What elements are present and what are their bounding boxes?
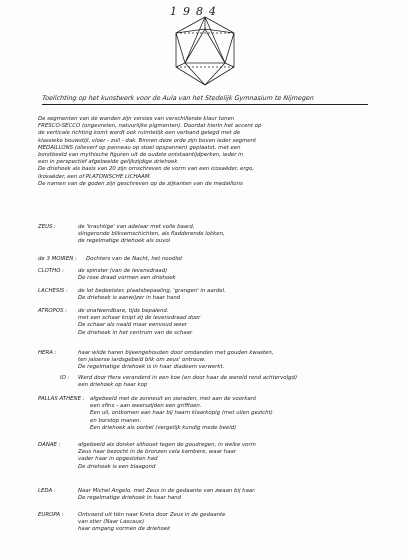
entry-line: met een schaar knipt zij de levensdraad door <box>78 315 201 322</box>
entry-line: een driehoek op haar kop <box>78 382 148 389</box>
entry-label: LACHESIS : <box>38 288 68 294</box>
entry-line: afgebeeld als donker silhouet tegen de goudregen, in welke vorm <box>78 442 256 448</box>
entry-label: ATROPOS : <box>38 308 68 314</box>
entry-label: PALLAS ATHENE : <box>38 396 85 402</box>
entry-label: EUROPA : <box>38 512 64 518</box>
intro-line: De namen van de goden zijn geschreven op de zijkanten van de medaillons <box>38 180 243 187</box>
intro-line: de verticale richting komt wordt ook ruimtelijk een verband gelegd met de <box>38 130 241 137</box>
intro-line: ikosaëder, een of PLATONISCHE LICHAAM. <box>38 173 152 180</box>
entry-line: De driehoek is aanwijzer in haar hand <box>78 295 181 302</box>
title-underline <box>42 104 368 105</box>
intro-line: een in perspectief afgebeelde gelijkzijdige driehoek <box>38 159 178 166</box>
icosahedron-drawing <box>170 15 240 87</box>
entry-line: Ontvoerd uit tiën naar Kreta door Zeus in de gedaante <box>78 512 226 518</box>
entry-line: De driehoek is een blaagond <box>78 463 156 470</box>
entry-line: De rose draad vormen een driehoek <box>78 275 176 282</box>
document-title: Toelichting op het kunstwerk voor de Aula van het Stedelijk Gymnasium te Nijmegen <box>41 94 315 102</box>
entry-line: Een uil, ontkomen aan haar bij haarn klaarkopig (met uilen gezicht) <box>90 410 273 417</box>
entry-line: De regelmatige driehoek is in haar diadeem verwerkt. <box>78 364 225 371</box>
intro-line: klassieke bouwstijl, vloer - zuil - dak. Binnen deze orde zijn boven ieder segment <box>38 137 257 144</box>
entry-label: DANAE : <box>38 442 61 448</box>
intro-line: De driehoek als basis van 20 zijn omschreven de vorm van een icosaëder, ergo, <box>38 166 254 173</box>
entry-label: de 3 MOIREN : <box>38 256 77 262</box>
entry-label: CLOTHO : <box>38 268 64 274</box>
entry-line: de regelmatige driehoek als ouvol <box>78 238 171 245</box>
intro-line: borstbeeld van mythische figuren uit de oudste ontstaantijdperken, ieder in <box>38 152 244 159</box>
entry-line: Werd door Hera veranderd in een koe (en door haar de wereld rond achtervolgd) <box>78 375 298 381</box>
entry-line: Een driehoek als oorbel (vergelijk kundig mede beeld) <box>90 424 237 431</box>
entry-label: HERA : <box>38 350 57 356</box>
entry-line: van stier (Naar Lascaux) <box>78 519 145 526</box>
entry-line: een sfinx - aan weerszijden een griffioen. <box>90 403 202 410</box>
intro-paragraph <box>38 116 261 188</box>
entry-line: haar wilde haren bijeengehouden door omdanden met gouden kwasten, <box>78 350 274 356</box>
entry-label: IO : <box>60 375 70 381</box>
intro-line: FRESCO-SECCO (ongevreten, natuurlijke pigmenten). Doordat hierin het accent op <box>38 123 262 130</box>
entry-line: Zeus haar bezocht in de bronzen cela kambere, waar haar <box>78 449 237 456</box>
entry-label: LEDA : <box>38 488 56 494</box>
year-heading: 1984 <box>170 5 222 18</box>
entry-line: De regelmatige driehoek in haar hand <box>78 495 182 502</box>
entry-line: haar omgang vormen de driehoek <box>78 526 171 533</box>
entry-line: en borstop manen. <box>90 417 142 424</box>
entry-line: Dochters van de Nacht, het noodlot <box>86 256 183 262</box>
entry-line: Naar Michel Angelo. met Zeus in de gedaante van zwaan bij haar. <box>78 488 256 494</box>
entry-line: vader haar in opgesloten had <box>78 456 158 463</box>
entry-line: de 'krachtige' van adelaar met volle baard, <box>78 224 195 230</box>
entry-line: de spinster (van de levensdraad) <box>78 268 168 274</box>
intro-line: De segmenten van de wanden zijn versies van verschillende klaur tonen <box>38 116 235 122</box>
intro-line: MEDAILLONS (olieverf op panneau op stoel opspannen) geplaatst, met een <box>38 144 241 151</box>
entry-line: De driehoek in het centrum van de schaar <box>78 329 193 336</box>
entry-label: ZEUS : <box>38 224 56 230</box>
entry-line: de onafwendbare, tijds bepalend. <box>78 308 169 314</box>
entry-line: ten jaloerse iardsgebeid bilk om zeus' ontrouw. <box>78 357 206 364</box>
entry-line: De schaar als naald maar eenvoud weer <box>78 322 188 329</box>
entry-line: slingeronde bliksemschichten, als fladderende lokken, <box>78 231 225 238</box>
entry-line: de lot bedeelster, plaatsbepaaling, 'grangen' in aardel. <box>78 288 226 294</box>
entry-line: afgebeeld met de zonneuit en sieraden, met aan de voorkant <box>90 396 257 402</box>
